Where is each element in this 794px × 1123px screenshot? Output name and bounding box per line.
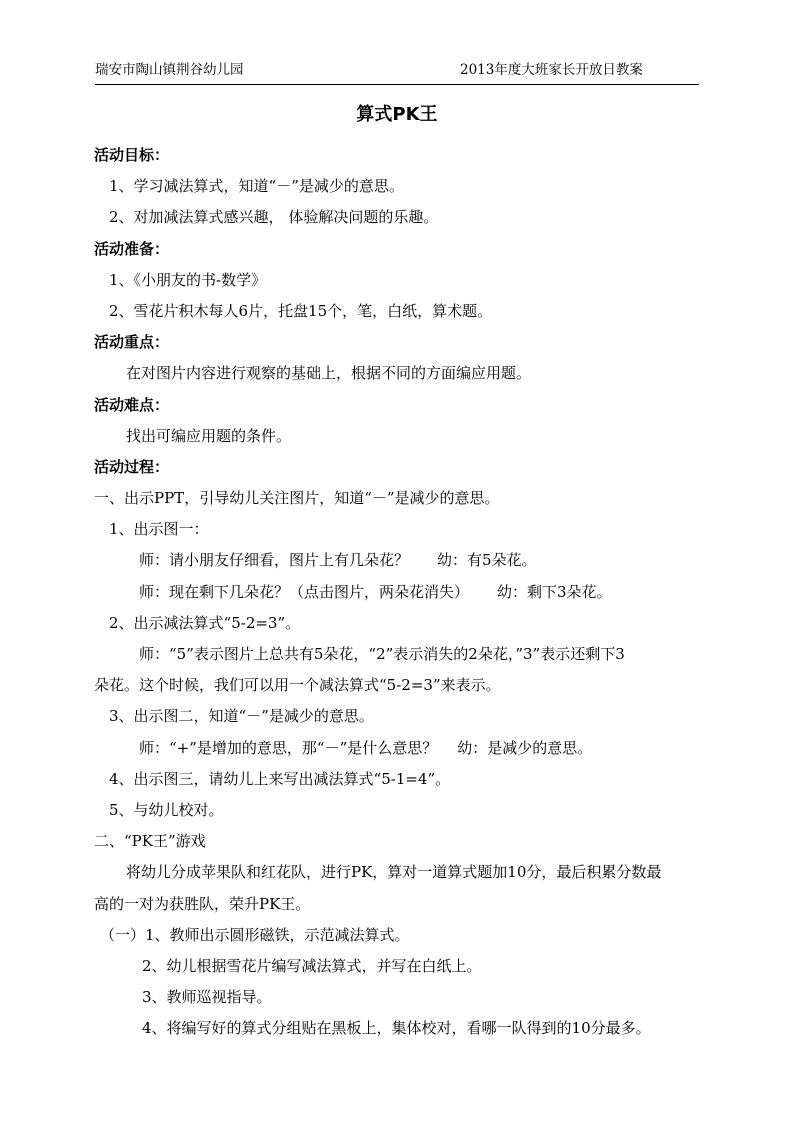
sub-step: 3、教师巡视指导。: [142, 988, 272, 1007]
goal-item: 1、学习减法算式，知道“－”是减少的意思。: [109, 177, 404, 196]
page-header: [95, 60, 699, 80]
section-heading-preparation: 活动准备：: [94, 239, 170, 258]
preparation-item: 1、《小朋友的书-数学》: [109, 270, 267, 289]
document-title: 算式PK王: [356, 104, 438, 125]
goal-item: 2、对加减法算式感兴趣， 体验解决问题的乐趣。: [109, 208, 439, 227]
teacher-line: 师：“+”是增加的意思，那“－”是什么意思？: [139, 738, 438, 757]
preparation-item: 2、雪花片积木每人6片，托盘15个，笔，白纸，算术题。: [109, 301, 493, 320]
intro-line: 将幼儿分成苹果队和红花队，进行PK，算对一道算式题加10分，最后积累分数最: [126, 863, 662, 882]
process-step: 4、出示图三，请幼儿上来写出减法算式“5-1=4”。: [109, 769, 451, 788]
sub-step: 4、将编写好的算式分组贴在黑板上，集体校对，看哪一队得到的10分最多。: [142, 1019, 651, 1038]
section-heading-goals: 活动目标：: [94, 146, 170, 164]
child-line: 幼：有5朵花。: [437, 551, 537, 570]
teacher-line: 师：请小朋友仔细看，图片上有几朵花？: [139, 551, 410, 570]
header-divider: [95, 84, 699, 85]
teacher-line: 师：现在剩下几朵花？（点击图片，两朵花消失）: [139, 582, 470, 601]
section-heading-difficulty: 活动难点：: [94, 395, 170, 414]
child-line: 幼：是减少的意思。: [457, 738, 593, 757]
sub-step: （一）1、教师出示圆形磁铁，示范减法算式。: [100, 925, 410, 944]
document-body: [94, 140, 704, 1044]
process-step: 5、与幼儿校对。: [109, 800, 224, 819]
child-line: 幼：剩下3朵花。: [497, 582, 612, 601]
process-step: 3、出示图二，知道“－”是减少的意思。: [109, 707, 374, 726]
sub-step: 2、幼儿根据雪花片编写减法算式，并写在白纸上。: [142, 956, 482, 975]
dialog-line: [94, 733, 704, 764]
header-document-label: 2013年度大班家长开放日教案: [460, 62, 643, 78]
process-step: 1、出示图一：: [109, 520, 209, 539]
process-part2-title: 二、“PK王”游戏: [94, 832, 206, 851]
dialog-line: [94, 577, 704, 608]
difficulty-text: 找出可编应用题的条件。: [126, 426, 292, 445]
key-point-text: 在对图片内容进行观察的基础上，根据不同的方面编应用题。: [126, 364, 532, 383]
section-heading-key-point: 活动重点：: [94, 333, 170, 352]
header-school-name: 瑞安市陶山镇荆谷幼儿园: [95, 62, 244, 78]
dialog-line: [94, 545, 704, 576]
explain-line: 师：“5”表示图片上总共有5朵花，“2”表示消失的2朵花，”3”表示还剩下3: [139, 645, 625, 663]
process-part1-title: 一、出示PPT，引导幼儿关注图片，知道“－”是减少的意思。: [94, 489, 500, 508]
process-step: 2、出示减法算式“5-2=3”。: [109, 613, 301, 632]
section-heading-process: 活动过程：: [94, 457, 170, 476]
intro-line: 高的一对为获胜队，荣升PK王。: [94, 894, 311, 913]
explain-line: 朵花。这个时候，我们可以用一个减法算式“5-2=3”来表示。: [94, 676, 501, 695]
